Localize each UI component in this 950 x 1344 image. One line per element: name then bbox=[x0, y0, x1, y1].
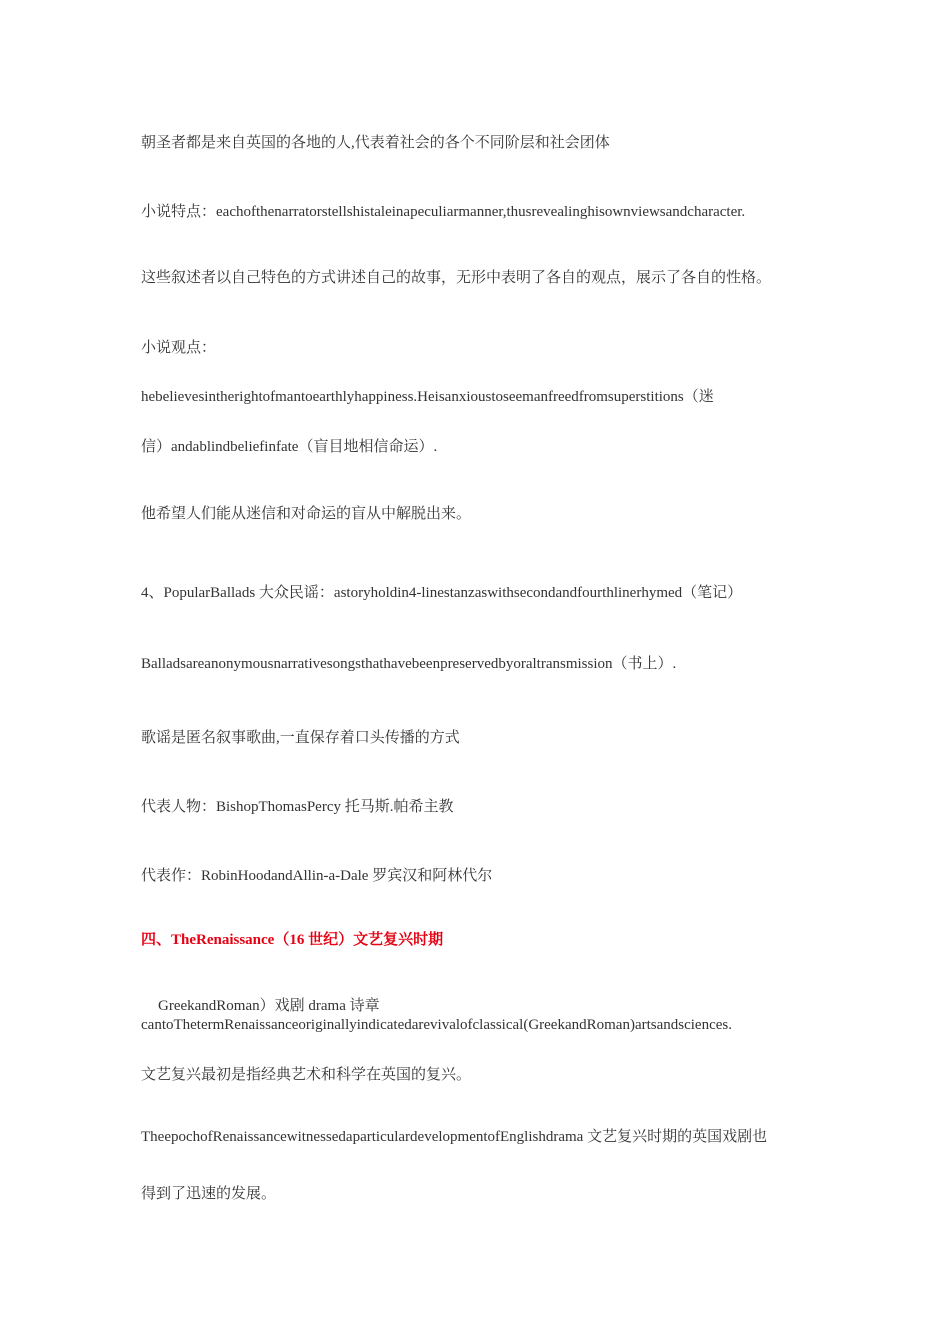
renaissance-intro-line1: GreekandRoman）戏剧 drama 诗章 bbox=[158, 998, 380, 1014]
ballads-en: Balladsareanonymousnarrativesongsthathavebeenpreservedbyoraltransmission（书上）. bbox=[141, 656, 677, 672]
section-heading-renaissance: 四、TheRenaissance（16 世纪）文艺复兴时期 bbox=[141, 932, 444, 948]
popular-ballads-definition: 4、PopularBallads 大众民谣：astoryholdin4-linestanzaswithsecondandfourthlinerhymed（笔记） bbox=[141, 585, 743, 601]
novel-features-cn: 这些叙述者以自己特色的方式讲述自己的故事，无形中表明了各自的观点，展示了各自的性格。 bbox=[141, 270, 772, 286]
renaissance-intro-line2: cantoThetermRenaissanceoriginallyindicatedarevivalofclassical(GreekandRoman)artsandsciences. bbox=[141, 1017, 732, 1033]
renaissance-drama-cn: 得到了迅速的发展。 bbox=[141, 1186, 277, 1202]
novel-viewpoint-en-line2: 信）andablindbeliefinfate（盲目地相信命运）. bbox=[141, 439, 438, 455]
renaissance-drama-en: TheepochofRenaissancewitnessedaparticulardevelopmentofEnglishdrama 文艺复兴时期的英国戏剧也 bbox=[141, 1129, 768, 1145]
ballads-representative-person: 代表人物：BishopThomasPercy 托马斯.帕希主教 bbox=[141, 799, 454, 815]
ballads-representative-work: 代表作：RobinHoodandAllin-a-Dale 罗宾汉和阿林代尔 bbox=[141, 868, 493, 884]
novel-viewpoint-en-line1: hebelievesintherightofmantoearthlyhappiness.Heisanxioustoseemanfreedfromsuperstitions（迷 bbox=[141, 389, 714, 405]
renaissance-cn: 文艺复兴最初是指经典艺术和科学在英国的复兴。 bbox=[141, 1067, 472, 1083]
novel-viewpoint-cn: 他希望人们能从迷信和对命运的盲从中解脱出来。 bbox=[141, 506, 472, 522]
ballads-cn: 歌谣是匿名叙事歌曲,一直保存着口头传播的方式 bbox=[141, 730, 460, 746]
novel-features-en: 小说特点：eachofthenarratorstellshistaleinapeculiarmanner,thusrevealinghisownviewsandcharacter. bbox=[141, 204, 746, 220]
novel-viewpoint-label: 小说观点： bbox=[141, 340, 217, 356]
pilgrims-description-cn: 朝圣者都是来自英国的各地的人,代表着社会的各个不同阶层和社会团体 bbox=[141, 135, 610, 151]
